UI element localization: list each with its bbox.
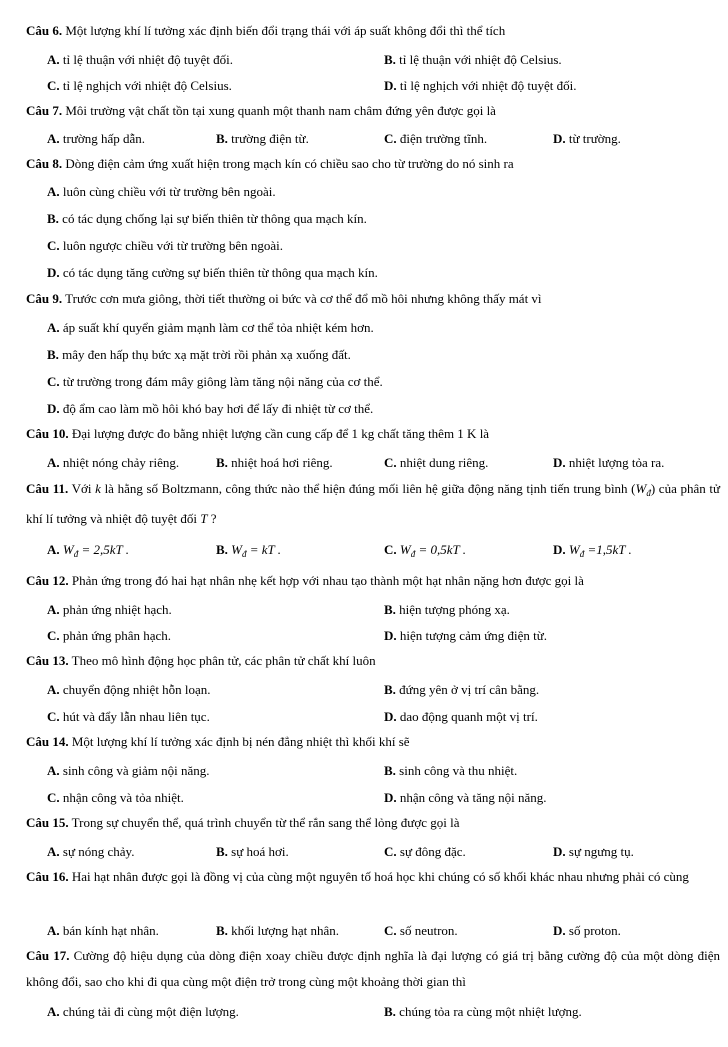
- question-9: [26, 286, 720, 312]
- q13-option-d: D. dao động quanh một vị trí.: [384, 709, 538, 724]
- q11-option-d: D. $W_đ =1,5kT$ .: [553, 542, 632, 559]
- q7-option-c: C. điện trường tĩnh.: [384, 131, 488, 146]
- question-13: [26, 648, 720, 674]
- question-number: Câu 16.: [26, 869, 69, 884]
- q9-option-a: A. áp suất khí quyển giảm mạnh làm cơ thể tỏa nhiệt kém hơn.: [47, 320, 374, 335]
- question-7: [26, 98, 720, 124]
- question-11: Câu 11. Với k là hằng số Boltzmann, công thức nào thể hiện đúng mối liên hệ giữa động năng tịnh tiến trung bình $(W_đ)$ của phân tử khí lí tưởng và nhiệt độ tuyệt đối T ?: [26, 481, 721, 526]
- question-text: Trong sự chuyển thể, quá trình chuyển từ thể rắn sang thể lỏng được gọi là: [71, 815, 460, 830]
- question-number: Câu 9.: [26, 291, 63, 306]
- question-number: Câu 12.: [26, 573, 69, 588]
- q16-option-b: B. khối lượng hạt nhân.: [216, 923, 339, 938]
- question-8: [26, 151, 720, 177]
- q14-option-a: A. sinh công và giảm nội năng.: [47, 763, 210, 778]
- q8-option-d: D. có tác dụng tăng cường sự biến thiên từ thông qua mạch kín.: [47, 265, 378, 280]
- q16-option-a: A. bán kính hạt nhân.: [47, 923, 159, 938]
- question-text: Dòng điện cảm ứng xuất hiện trong mạch kín có chiều sao cho từ trường do nó sinh ra: [65, 156, 514, 171]
- question-text: Đại lượng được đo bằng nhiệt lượng cần cung cấp để 1 kg chất tăng thêm 1 K là: [71, 426, 490, 441]
- q6-option-c: C. tỉ lệ nghịch với nhiệt độ Celsius.: [47, 78, 232, 93]
- q13-option-c: C. hút và đẩy lẫn nhau liên tục.: [47, 709, 210, 724]
- q17-option-b: B. chúng tỏa ra cùng một nhiệt lượng.: [384, 1004, 582, 1019]
- q6-option-a: A. tỉ lệ thuận với nhiệt độ tuyệt đối.: [47, 52, 233, 67]
- question-12: [26, 568, 720, 594]
- q12-option-c: C. phản ứng phân hạch.: [47, 628, 172, 643]
- q8-option-b: B. có tác dụng chống lại sự biến thiên từ thông qua mạch kín.: [47, 211, 367, 226]
- q14-option-b: B. sinh công và thu nhiệt.: [384, 763, 518, 778]
- question-10: [26, 421, 720, 447]
- question-number: Câu 8.: [26, 156, 63, 171]
- question-14: [26, 729, 720, 755]
- q8-option-c: C. luôn ngược chiều với từ trường bên ngoài.: [47, 238, 284, 253]
- question-15: [26, 810, 720, 836]
- q10-option-c: C. nhiệt dung riêng.: [384, 455, 489, 470]
- question-number: Câu 14.: [26, 734, 69, 749]
- question-number: Câu 13.: [26, 653, 69, 668]
- question-6: [26, 18, 720, 44]
- q9-option-b: B. mây đen hấp thụ bức xạ mặt trời rồi phản xạ xuống đất.: [47, 347, 351, 362]
- question-text: Phản ứng trong đó hai hạt nhân nhẹ kết hợp với nhau tạo thành một hạt nhân nặng hơn được gọi là: [71, 573, 584, 588]
- q12-option-b: B. hiện tượng phóng xạ.: [384, 602, 510, 617]
- q15-option-b: B. sự hoá hơi.: [216, 844, 289, 859]
- question-number: Câu 17.: [26, 948, 70, 963]
- q9-option-d: D. độ ẩm cao làm mồ hôi khó bay hơi để lấy đi nhiệt từ cơ thể.: [47, 401, 374, 416]
- q7-option-a: A. trường hấp dẫn.: [47, 131, 146, 146]
- q16-option-c: C. số neutron.: [384, 923, 458, 938]
- q6-option-b: B. tỉ lệ thuận với nhiệt độ Celsius.: [384, 52, 562, 67]
- q11-option-c: C. $W_đ = 0,5kT$ .: [384, 542, 467, 559]
- q10-option-b: B. nhiệt hoá hơi riêng.: [216, 455, 333, 470]
- question-number: Câu 7.: [26, 103, 63, 118]
- q7-option-b: B. trường điện từ.: [216, 131, 309, 146]
- q7-option-d: D. từ trường.: [553, 131, 621, 146]
- question-number: Câu 15.: [26, 815, 69, 830]
- q11-option-a: A. $W_đ = 2,5kT$ .: [47, 542, 130, 559]
- q10-option-a: A. nhiệt nóng chảy riêng.: [47, 455, 180, 470]
- question-text: Một lượng khí lí tưởng xác định bị nén đẳng nhiệt thì khối khí sẽ: [71, 734, 410, 749]
- question-text: Môi trường vật chất tồn tại xung quanh một thanh nam châm đứng yên được gọi là: [65, 103, 496, 118]
- question-number: Câu 6.: [26, 23, 63, 38]
- q8-option-a: A. luôn cùng chiều với từ trường bên ngoài.: [47, 184, 276, 199]
- question-text: Hai hạt nhân được gọi là đồng vị của cùng một nguyên tố hoá học khi chúng có số khối khác nhau nhưng phải có cùng: [71, 869, 689, 884]
- q13-option-a: A. chuyển động nhiệt hỗn loạn.: [47, 682, 211, 697]
- question-text: Theo mô hình động học phân tử, các phân tử chất khí luôn: [71, 653, 376, 668]
- q12-option-d: D. hiện tượng cảm ứng điện từ.: [384, 628, 548, 643]
- question-text: Một lượng khí lí tưởng xác định biến đổi trạng thái với áp suất không đổi thì thể tích: [65, 23, 506, 38]
- question-text: Cường độ hiệu dụng của dòng điện xoay chiều được định nghĩa là đại lượng có giá trị bằng cường độ của một dòng điện không đổi, sao cho khi đi qua cùng một điện trở trong cùng một khoảng thời gian thì: [26, 948, 721, 989]
- q14-option-c: C. nhận công và tỏa nhiệt.: [47, 790, 184, 805]
- q14-option-d: D. nhận công và tăng nội năng.: [384, 790, 547, 805]
- q9-option-c: C. từ trường trong đám mây giông làm tăng nội năng của cơ thể.: [47, 374, 383, 389]
- q15-option-a: A. sự nóng chảy.: [47, 844, 135, 859]
- q16-option-d: D. số proton.: [553, 923, 621, 938]
- q12-option-a: A. phản ứng nhiệt hạch.: [47, 602, 172, 617]
- q17-option-a: A. chúng tải đi cùng một điện lượng.: [47, 1004, 239, 1019]
- q15-option-d: D. sự ngưng tụ.: [553, 844, 634, 859]
- question-number: Câu 10.: [26, 426, 69, 441]
- q6-option-d: D. tỉ lệ nghịch với nhiệt độ tuyệt đối.: [384, 78, 577, 93]
- question-17: [26, 943, 720, 995]
- question-number: Câu 11.: [26, 481, 69, 496]
- q13-option-b: B. đứng yên ở vị trí cân bằng.: [384, 682, 540, 697]
- question-16: [26, 864, 720, 890]
- q15-option-c: C. sự đông đặc.: [384, 844, 466, 859]
- q11-option-b: B. $W_đ$ = kT .: [216, 542, 282, 559]
- question-text: Trước cơn mưa giông, thời tiết thường oi bức và cơ thể đổ mồ hôi nhưng không thấy mát vì: [65, 291, 542, 306]
- q10-option-d: D. nhiệt lượng tỏa ra.: [553, 455, 665, 470]
